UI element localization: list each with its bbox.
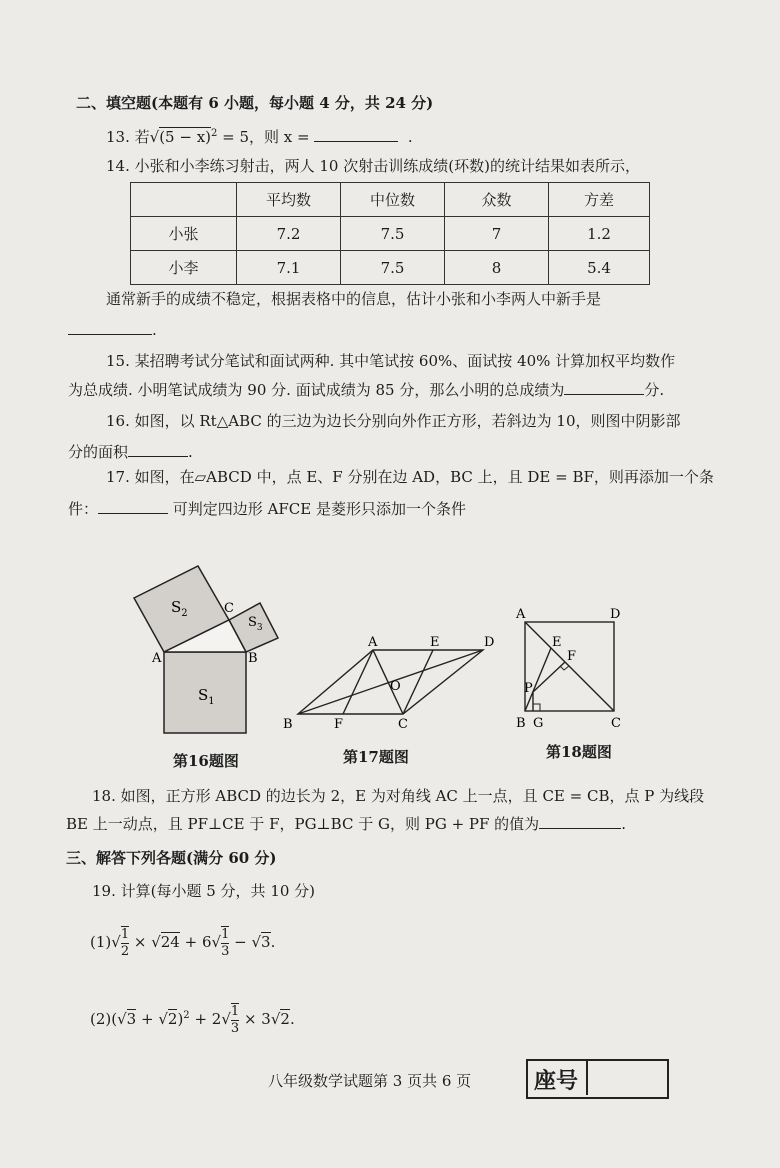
question-14: 14. 小张和小李练习射击，两人 10 次射击训练成绩(环数)的统计结果如表所示，: [106, 157, 640, 175]
answer-blank-13[interactable]: [314, 125, 398, 142]
label-s3: $S_3$: [248, 615, 263, 633]
table-cell: 小张: [131, 217, 237, 251]
operator: × 3: [239, 1010, 271, 1028]
label-a: A: [368, 635, 378, 650]
radicand: 3: [126, 1010, 137, 1028]
seat-number-box: [526, 1059, 669, 1099]
segment-af: [343, 650, 373, 714]
table-cell: 5.4: [549, 251, 650, 285]
question-18-line2: [66, 812, 626, 835]
table-row: [131, 251, 650, 285]
period: .: [270, 933, 276, 951]
label-b: B: [283, 717, 293, 732]
q14-followup-line2: [68, 318, 157, 341]
right-angle-mark-f: [560, 666, 569, 670]
question-16-line2: [68, 440, 193, 463]
table-cell: 8: [445, 251, 549, 285]
figure-17-caption: 第17题图: [343, 748, 409, 766]
figure-16: [124, 560, 284, 740]
question-13: [106, 123, 413, 148]
question-18-line1: 18. 如图，正方形 ABCD 的边长为 2，E 为对角线 AC 上一点，且 CE = CB，点 P 为线段: [92, 787, 705, 805]
label-c: C: [224, 601, 234, 616]
diagonal-ac: [525, 622, 614, 711]
fraction-one-half: [121, 926, 129, 960]
operator: −: [229, 933, 252, 951]
paren: (: [111, 1010, 118, 1028]
table-header-cell: 中位数: [341, 183, 445, 217]
question-19-part2: [90, 996, 295, 1039]
page-footer: 八年级数学试题第 3 页共 6 页: [268, 1072, 472, 1090]
paren: ): [177, 1010, 184, 1028]
score-stats-table: [130, 182, 650, 285]
q17-text-a: 件：: [68, 500, 99, 518]
operator: + 2: [189, 1010, 222, 1028]
label-d: D: [610, 607, 621, 622]
operator: ×: [129, 933, 152, 951]
label-e: E: [430, 635, 440, 650]
seat-number-field[interactable]: [586, 1061, 667, 1095]
label-a: A: [516, 607, 526, 622]
answer-blank-17[interactable]: [98, 497, 168, 514]
question-17-line2: [68, 497, 466, 520]
part-label: (1): [90, 933, 112, 951]
table-header-cell: 众数: [445, 183, 549, 217]
q15-unit: 分.: [644, 381, 665, 399]
answer-blank-15[interactable]: [564, 378, 644, 395]
label-d: D: [484, 635, 495, 650]
sqrt-symbol: √: [158, 1010, 168, 1028]
question-17-line1: 17. 如图，在▱ABCD 中，点 E、F 分别在边 AD，BC 上，且 DE = BF，则再添加一个条: [106, 468, 714, 486]
sqrt-symbol: √: [211, 933, 222, 951]
sqrt-symbol: √: [111, 933, 121, 951]
radicand: 2: [167, 1010, 178, 1028]
table-header-cell: 平均数: [237, 183, 341, 217]
label-f: F: [567, 649, 577, 664]
q13-exponent: 2: [211, 128, 218, 139]
label-c: C: [398, 717, 408, 732]
label-s1: $S_1$: [198, 686, 215, 707]
label-e: E: [552, 635, 562, 650]
q13-suffix: = 5，则 x =: [217, 128, 315, 146]
table-header-row: [131, 183, 650, 217]
sqrt-symbol: √: [117, 1010, 127, 1028]
q13-prefix: 13. 若: [106, 128, 150, 146]
sqrt-symbol: √: [251, 933, 262, 951]
question-16-line1: 16. 如图，以 Rt△ABC 的三边为边长分别向外作正方形，若斜边为 10，则图中阴影部: [106, 412, 681, 430]
q16-end: .: [188, 443, 193, 461]
label-g: G: [533, 716, 544, 731]
label-s2: $S_2$: [171, 598, 188, 619]
table-cell: 7.5: [341, 251, 445, 285]
label-c: C: [611, 716, 621, 731]
q13-radicand: (5 − x): [159, 128, 211, 146]
q18-end: .: [621, 815, 626, 833]
table-row: [131, 217, 650, 251]
operator: + 6: [179, 933, 212, 951]
table-cell: 7.5: [341, 217, 445, 251]
radicand: 24: [160, 933, 180, 951]
answer-blank-16[interactable]: [128, 440, 188, 457]
question-15-line2: [68, 378, 664, 401]
q13-end: .: [407, 128, 413, 146]
seat-label: 座号: [534, 1068, 579, 1094]
q17-text-b: 可判定四边形 AFCE 是菱形只添加一个条件: [172, 500, 467, 518]
q15-text: 为总成绩. 小明笔试成绩为 90 分. 面试成绩为 85 分，那么小明的总成绩为: [68, 381, 565, 399]
label-a: A: [152, 651, 162, 666]
denominator: 3: [230, 1021, 240, 1036]
answer-blank-14[interactable]: [68, 318, 152, 335]
table-cell: 7.2: [237, 217, 341, 251]
right-angle-mark-g: [533, 704, 540, 711]
answer-blank-18[interactable]: [539, 812, 621, 829]
denominator: 2: [120, 944, 130, 959]
figure-17: [278, 632, 500, 738]
label-b: B: [516, 716, 526, 731]
table-header-cell: [131, 183, 237, 217]
period: .: [289, 1010, 295, 1028]
sqrt-symbol: √: [221, 1010, 231, 1028]
q16-text: 分的面积: [68, 443, 129, 461]
question-19-title: 19. 计算(每小题 5 分，共 10 分): [92, 882, 316, 900]
denominator: 3: [221, 944, 230, 959]
q18-text: BE 上一动点，且 PF⊥CE 于 F，PG⊥BC 于 G，则 PG + PF 的值为: [66, 815, 540, 833]
section-title-problems: 三、解答下列各题(满分 60 分): [66, 849, 277, 867]
q14-end: .: [152, 321, 157, 339]
table-header-cell: 方差: [549, 183, 650, 217]
radicand: 2: [280, 1010, 290, 1028]
sqrt-symbol: √: [149, 128, 160, 146]
radicand: 3: [261, 933, 271, 951]
figure-16-caption: 第16题图: [173, 752, 239, 770]
numerator: 1: [230, 1004, 240, 1019]
sqrt-symbol: √: [270, 1010, 281, 1028]
table-cell: 7: [445, 217, 549, 251]
numerator: 1: [221, 927, 230, 942]
sqrt-symbol: √: [151, 933, 161, 951]
figure-18-caption: 第18题图: [546, 743, 612, 761]
table-cell: 7.1: [237, 251, 341, 285]
table-cell: 小李: [131, 251, 237, 285]
label-p: P: [524, 681, 533, 696]
fraction-one-third: [231, 1003, 239, 1037]
label-f: F: [334, 717, 344, 732]
figure-18: [510, 604, 630, 734]
section-title-fill-blank: 二、填空题(本题有 6 小题，每小题 4 分，共 24 分): [76, 94, 434, 112]
operator: +: [136, 1010, 159, 1028]
label-o: O: [390, 679, 401, 694]
q14-followup-line1: 通常新手的成绩不稳定，根据表格中的信息，估计小张和小李两人中新手是: [106, 290, 602, 308]
part-label: (2): [90, 1010, 112, 1028]
question-19-part1: [90, 922, 275, 962]
label-b: B: [248, 651, 258, 666]
segment-ec: [403, 650, 433, 714]
exponent: 2: [183, 1010, 190, 1021]
table-cell: 1.2: [549, 217, 650, 251]
numerator: 1: [120, 927, 130, 942]
question-15-line1: 15. 某招聘考试分笔试和面试两种. 其中笔试按 60%、面试按 40% 计算加权平均数作: [106, 352, 676, 370]
